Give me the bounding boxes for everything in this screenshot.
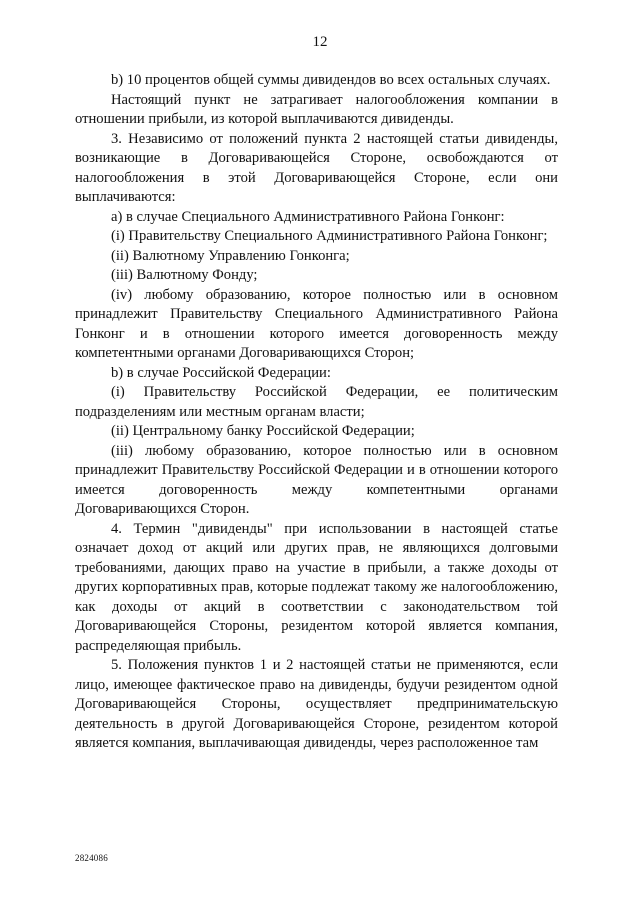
paragraph-ru-i-government: (i) Правительству Российской Федерации, ее политическим подразделениям или местным органам власти; xyxy=(75,384,558,420)
paragraph-hk-i-government: (i) Правительству Специального Административного Района Гонконг; xyxy=(111,228,548,244)
paragraph-a-hong-kong: a) в случае Специального Административного Района Гонконг: xyxy=(111,208,505,225)
page-number: 12 xyxy=(312,34,328,50)
document-id: 2824086 xyxy=(75,853,108,863)
paragraph-b-russia: b) в случае Российской Федерации: xyxy=(111,364,331,381)
paragraph-b-10-percent: b) 10 процентов общей суммы дивидендов во всех остальных случаях. xyxy=(111,72,551,88)
paragraph-company-taxation: Настоящий пункт не затрагивает налогообложения компании в отношении прибыли, из которой выплачиваются дивиденды. xyxy=(75,91,558,127)
paragraph-ru-iii-entity: (iii) любому образованию, которое полностью или в основном принадлежит Правительству Российской Федерации и в отношении которого имеется договоренность между компетентными органами Договаривающихся Сторон. xyxy=(75,442,558,517)
paragraph-hk-ii-monetary-authority: (ii) Валютному Управлению Гонконга; xyxy=(111,247,350,264)
document-body xyxy=(75,71,558,754)
paragraph-hk-iii-exchange-fund: (iii) Валютному Фонду; xyxy=(111,267,258,283)
paragraph-4-dividends-term: 4. Термин "дивиденды" при использовании в настоящей статье означает доход от акций или других прав, не являющихся долговыми требованиями, дающих право на участие в прибыли, а также доходы от других корпоративных прав, которые подлежат такому же налогообложению, как доходы от акций в соответствии с законодательством той Договаривающейся Стороны, резидентом которой является компания, распределяющая прибыль. xyxy=(75,520,558,654)
paragraph-hk-iv-entity: (iv) любому образованию, которое полностью или в основном принадлежит Правительству Специального Административного Района Гонконг и в отношении которого имеется договоренность между компетентными органами Договаривающихся Сторон; xyxy=(75,286,558,361)
paragraph-3-exemption: 3. Независимо от положений пункта 2 настоящей статьи дивиденды, возникающие в Договаривающейся Стороне, освобождаются от налогообложения в этой Договаривающейся Стороне, если они выплачиваются: xyxy=(75,130,558,205)
paragraph-ru-ii-central-bank: (ii) Центральному банку Российской Федерации; xyxy=(111,423,415,439)
paragraph-5-exception: 5. Положения пунктов 1 и 2 настоящей статьи не применяются, если лицо, имеющее фактическое право на дивиденды, будучи резидентом одной Договаривающейся Стороны, осуществляет предпринимательскую деятельность в другой Договаривающейся Стороне, резидентом которой является компания, выплачивающая дивиденды, через расположенное там xyxy=(75,657,558,751)
